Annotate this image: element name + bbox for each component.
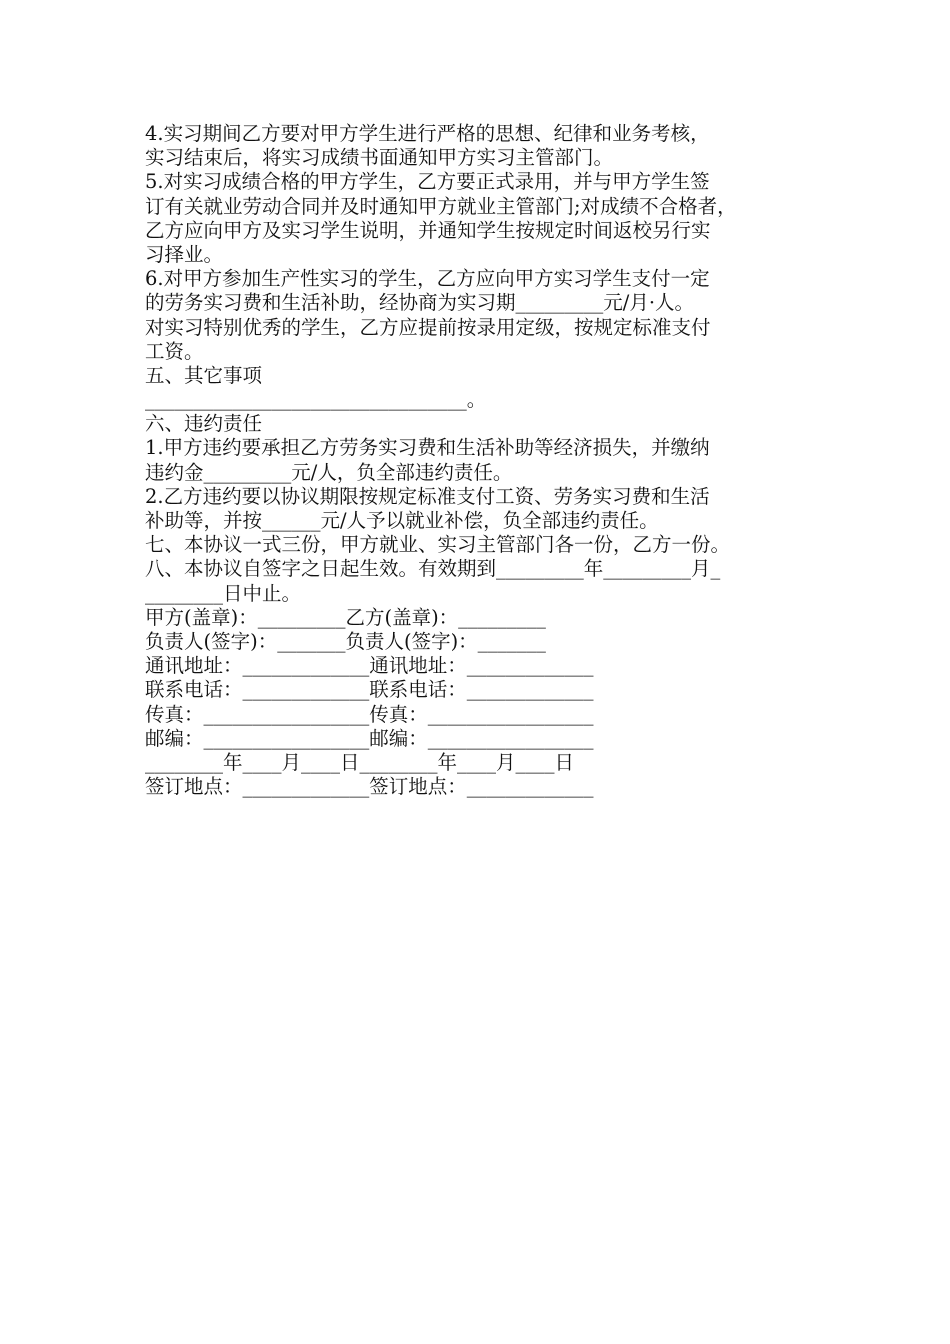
text-line: 4.实习期间乙方要对甲方学生进行严格的思想、纪律和业务考核， <box>145 122 710 145</box>
signature-field-address: 通讯地址：_____________通讯地址：_____________ <box>145 654 594 678</box>
signature-field-phone: 联系电话：_____________联系电话：_____________ <box>145 678 594 702</box>
text-line: 实习结束后，将实习成绩书面通知甲方实习主管部门。 <box>145 146 614 170</box>
signature-field-location: 签订地点：_____________签订地点：_____________ <box>145 775 594 799</box>
signature-field-responsible: 负责人(签字)：_______负责人(签字)：_______ <box>145 629 546 653</box>
text-line: 5.对实习成绩合格的甲方学生，乙方要正式录用，并与甲方学生签 <box>145 170 710 194</box>
text-line: 补助等，并按______元/人予以就业补偿，负全部违约责任。 <box>145 509 659 532</box>
text-line: 订有关就业劳动合同并及时通知甲方就业主管部门;对成绩不合格者， <box>145 194 737 218</box>
text-line: ________日中止。 <box>145 581 302 605</box>
section-heading: 七、本协议一式三份，甲方就业、实习主管部门各一份，乙方一份。 <box>145 533 731 557</box>
text-line: 的劳务实习费和生活补助，经协商为实习期_________元/月·人。 <box>145 291 695 315</box>
text-line: 习择业。 <box>145 242 224 266</box>
text-line: 工资。 <box>145 339 204 363</box>
section-heading: 八、本协议自签字之日起生效。有效期到_________年_________月_ <box>145 557 721 581</box>
signature-field-postcode: 邮编：_________________邮编：_________________ <box>145 726 594 750</box>
section-heading: 五、其它事项 <box>145 363 263 387</box>
text-line: 违约金_________元/人，负全部违约责任。 <box>145 460 513 484</box>
text-line: 乙方应向甲方及实习学生说明，并通知学生按规定时间返校另行实 <box>145 218 711 242</box>
signature-field-fax: 传真：_________________传真：_________________ <box>145 702 594 726</box>
section-heading: 六、违约责任 <box>145 412 263 436</box>
text-line: 1.甲方违约要承担乙方劳务实习费和生活补助等经济损失，并缴纳 <box>145 436 710 460</box>
text-line: 对实习特别优秀的学生，乙方应提前按录用定级，按规定标准支付 <box>145 315 711 339</box>
text-line: 2.乙方违约要以协议期限按规定标准支付工资、劳务实习费和生活 <box>145 484 710 508</box>
contract-body <box>145 122 825 799</box>
blank-line: _________________________________。 <box>145 388 487 412</box>
signature-field-date: ________年____月____日________年____月____日 <box>145 750 574 774</box>
signature-field-seal: 甲方(盖章)：_________乙方(盖章)：_________ <box>145 605 546 629</box>
text-line: 6.对甲方参加生产性实习的学生，乙方应向甲方实习学生支付一定 <box>145 267 710 291</box>
